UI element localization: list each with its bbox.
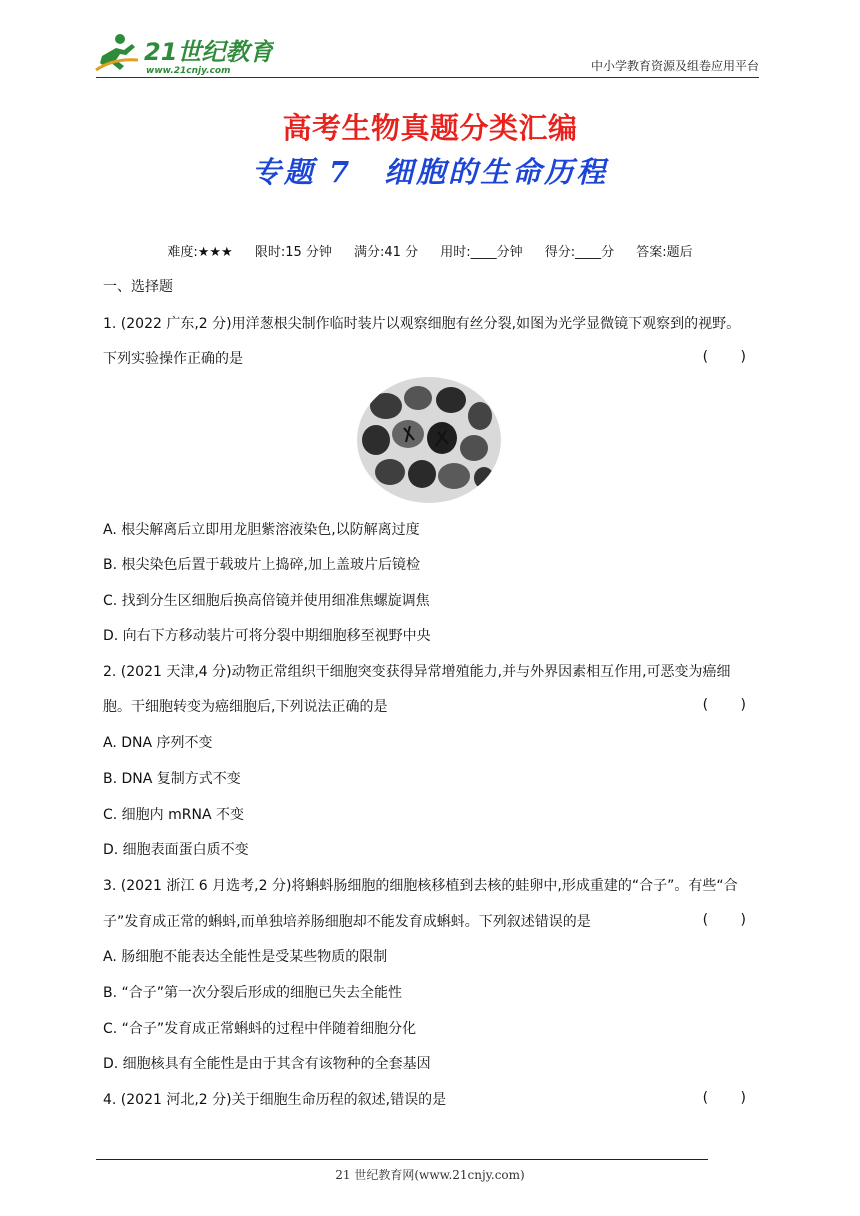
runner-icon [96, 34, 138, 70]
question-1-option-b: B. 根尖染色后置于载玻片上捣碎,加上盖玻片后镜检 [103, 557, 420, 573]
question-2-stem-line2: 胞。干细胞转变为癌细胞后,下列说法正确的是 [103, 699, 388, 715]
question-2-stem-line1: 2. (2021 天津,4 分)动物正常组织干细胞突变获得异常增殖能力,并与外界因素相互作用,可恶变为癌细 [103, 664, 731, 680]
page-title: 高考生物真题分类汇编 [282, 111, 578, 145]
question-1-option-d: D. 向右下方移动装片可将分裂中期细胞移至视野中央 [103, 628, 431, 644]
question-4-stem-line1: 4. (2021 河北,2 分)关于细胞生命历程的叙述,错误的是 [103, 1092, 447, 1108]
question-2-answer-blank: ( ) [702, 697, 760, 713]
microscope-image [356, 376, 502, 504]
question-3-stem-line2: 子”发育成正常的蝌蚪,而单独培养肠细胞却不能发育成蝌蚪。下列叙述错误的是 [103, 914, 591, 930]
question-3-option-c: C. “合子”发育成正常蝌蚪的过程中伴随着细胞分化 [103, 1021, 417, 1037]
question-1-stem-line2: 下列实验操作正确的是 [103, 351, 243, 367]
question-2-option-a: A. DNA 序列不变 [103, 735, 213, 751]
question-2-option-b: B. DNA 复制方式不变 [103, 771, 241, 787]
meta-time-limit: 限时:15 分钟 [254, 245, 332, 260]
header-divider [96, 77, 759, 78]
question-3-option-d: D. 细胞核具有全能性是由于其含有该物种的全套基因 [103, 1056, 431, 1072]
meta-difficulty: 难度:★★★ [167, 245, 233, 260]
meta-answer: 答案:题后 [636, 245, 693, 260]
exam-meta [0, 241, 860, 260]
question-3-option-b: B. “合子”第一次分裂后形成的细胞已失去全能性 [103, 985, 403, 1001]
question-3-option-a: A. 肠细胞不能表达全能性是受某些物质的限制 [103, 949, 388, 965]
question-1-stem-line1: 1. (2022 广东,2 分)用洋葱根尖制作临时装片以观察细胞有丝分裂,如图为光学显微镜下观察到的视野。 [103, 316, 741, 332]
footer-divider [96, 1159, 708, 1160]
question-2-option-c: C. 细胞内 mRNA 不变 [103, 807, 244, 823]
section-heading: 一、选择题 [103, 279, 173, 295]
meta-time-used: 用时:____分钟 [440, 245, 523, 260]
svg-text:www.21cnjy.com: www.21cnjy.com [146, 66, 231, 76]
meta-full-score: 满分:41 分 [354, 245, 419, 260]
question-1-answer-blank: ( ) [702, 349, 760, 365]
header-platform-text: 中小学教育资源及组卷应用平台 [590, 59, 759, 73]
footer-text: 21 世纪教育网(www.21cnjy.com) [335, 1168, 525, 1182]
page-subtitle: 专题 7 细胞的生命历程 [251, 155, 609, 189]
question-1-option-a: A. 根尖解离后立即用龙胆紫溶液染色,以防解离过度 [103, 522, 420, 538]
question-4-answer-blank: ( ) [702, 1090, 760, 1106]
question-2-option-d: D. 细胞表面蛋白质不变 [103, 842, 249, 858]
site-logo [94, 30, 274, 76]
question-3-answer-blank: ( ) [702, 912, 760, 928]
meta-score: 得分:____分 [544, 245, 615, 260]
svg-text:21世纪教育: 21世纪教育 [144, 38, 274, 66]
question-1-option-c: C. 找到分生区细胞后换高倍镜并使用细准焦螺旋调焦 [103, 593, 430, 609]
question-3-stem-line1: 3. (2021 浙江 6 月选考,2 分)将蝌蚪肠细胞的细胞核移植到去核的蛙卵中,形成重建的“合子”。有些“合 [103, 878, 738, 894]
